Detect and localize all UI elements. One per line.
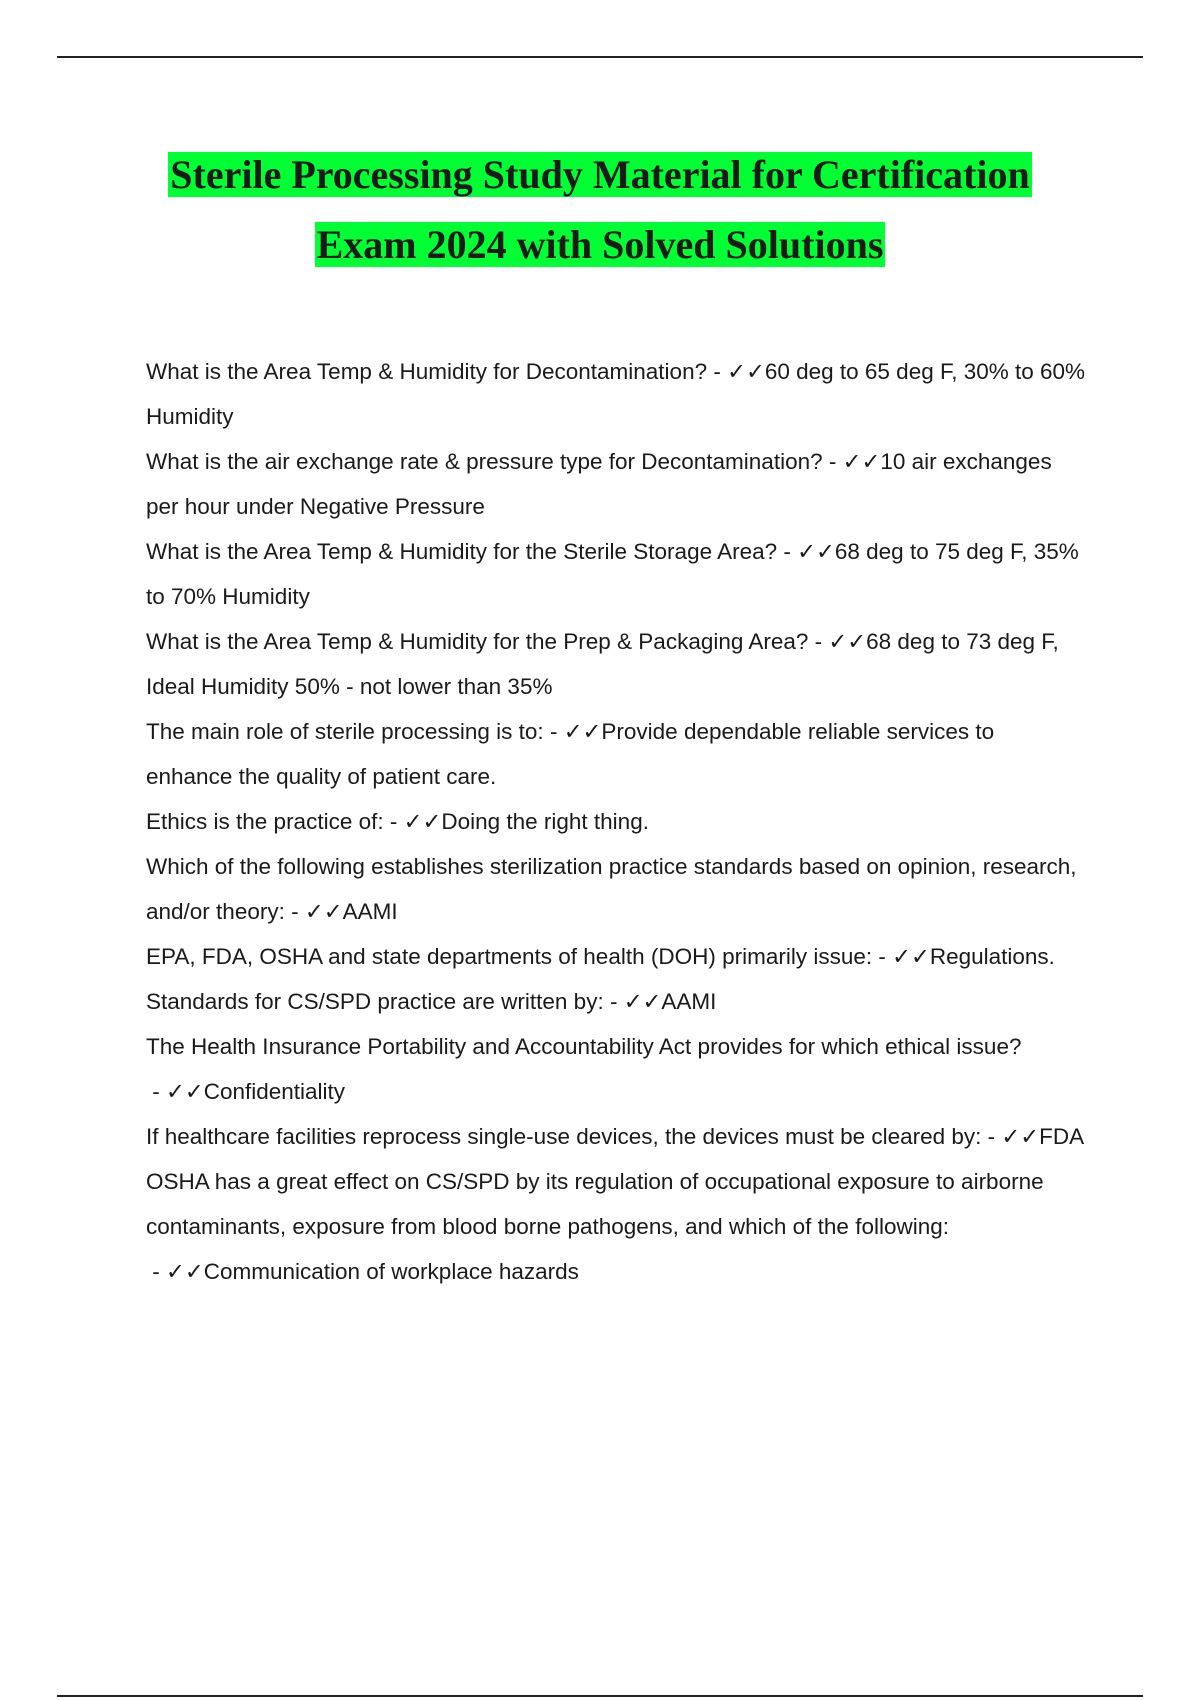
qa-list bbox=[146, 349, 1086, 1294]
answer-text: 68 deg to 73 deg F, Ideal Humidity 50% - not lower than 35% bbox=[146, 629, 1059, 699]
answer-text: 60 deg to 65 deg F, 30% to 60% Humidity bbox=[146, 359, 1086, 429]
question-answer-separator: - bbox=[284, 899, 305, 924]
answer-text: FDA bbox=[1039, 1124, 1085, 1149]
double-check-icon: ✓✓ bbox=[727, 359, 765, 384]
question-text: The Health Insurance Portability and Accountability Act provides for which ethical issue? bbox=[146, 1034, 1022, 1059]
question-answer-separator: - bbox=[603, 989, 624, 1014]
question-answer-separator: - bbox=[707, 359, 728, 384]
double-check-icon: ✓✓ bbox=[1001, 1124, 1040, 1149]
question-answer-separator: - bbox=[777, 539, 798, 564]
answer-text: 68 deg to 75 deg F, 35% to 70% Humidity bbox=[146, 539, 1079, 609]
question-text: OSHA has a great effect on CS/SPD by its regulation of occupational exposure to airborne contaminants, exposure from blood borne pathogens, and which of the following: bbox=[146, 1169, 1044, 1239]
qa-item bbox=[146, 1159, 1086, 1294]
question-text: What is the air exchange rate & pressure type for Decontamination? bbox=[146, 449, 823, 474]
qa-item bbox=[146, 1024, 1086, 1114]
double-check-icon: ✓✓ bbox=[797, 539, 835, 564]
question-answer-separator: - bbox=[872, 944, 893, 969]
question-answer-separator: - bbox=[981, 1124, 1002, 1149]
answer-text: Provide dependable reliable services to enhance the quality of patient care. bbox=[146, 719, 995, 789]
question-answer-separator: - bbox=[808, 629, 829, 654]
qa-item bbox=[146, 619, 1086, 709]
qa-item bbox=[146, 934, 1086, 979]
double-check-icon: ✓✓ bbox=[892, 944, 930, 969]
question-answer-separator: - bbox=[146, 1259, 166, 1284]
question-text: EPA, FDA, OSHA and state departments of health (DOH) primarily issue: bbox=[146, 944, 873, 969]
qa-item bbox=[146, 844, 1086, 934]
question-answer-separator: - bbox=[146, 1079, 166, 1104]
question-answer-separator: - bbox=[383, 809, 404, 834]
answer-text: Communication of workplace hazards bbox=[203, 1259, 579, 1284]
qa-item bbox=[146, 979, 1086, 1024]
title-line-1 bbox=[0, 140, 1200, 210]
double-check-icon: ✓✓ bbox=[166, 1079, 204, 1104]
question-text: If healthcare facilities reprocess single-use devices, the devices must be cleared by: bbox=[146, 1124, 982, 1149]
qa-item bbox=[146, 709, 1086, 799]
qa-item bbox=[146, 439, 1086, 529]
answer-text: AAMI bbox=[661, 989, 717, 1014]
qa-item bbox=[146, 529, 1086, 619]
qa-item bbox=[146, 1114, 1086, 1159]
header-rule bbox=[57, 56, 1143, 58]
footer-rule bbox=[57, 1695, 1143, 1697]
double-check-icon: ✓✓ bbox=[166, 1259, 204, 1284]
title-line-2 bbox=[0, 210, 1200, 280]
double-check-icon: ✓✓ bbox=[403, 809, 442, 834]
question-text: The main role of sterile processing is to: bbox=[146, 719, 544, 744]
question-text: What is the Area Temp & Humidity for the Sterile Storage Area? bbox=[146, 539, 778, 564]
double-check-icon: ✓✓ bbox=[828, 629, 867, 654]
question-text: Which of the following establishes sterilization practice standards based on opinion, research, and/or theory: bbox=[146, 854, 1077, 924]
answer-text: AAMI bbox=[342, 899, 398, 924]
double-check-icon: ✓✓ bbox=[563, 719, 602, 744]
document-title bbox=[0, 140, 1200, 280]
answer-text: 10 air exchanges per hour under Negative Pressure bbox=[146, 449, 1052, 519]
question-text: What is the Area Temp & Humidity for Decontamination? bbox=[146, 359, 708, 384]
answer-text: Regulations. bbox=[929, 944, 1055, 969]
answer-text: Doing the right thing. bbox=[441, 809, 649, 834]
answer-text: Confidentiality bbox=[203, 1079, 346, 1104]
double-check-icon: ✓✓ bbox=[623, 989, 662, 1014]
question-text: Standards for CS/SPD practice are written by: bbox=[146, 989, 604, 1014]
double-check-icon: ✓✓ bbox=[842, 449, 881, 474]
question-answer-separator: - bbox=[822, 449, 843, 474]
title-line-2-text: Exam 2024 with Solved Solutions bbox=[316, 222, 884, 267]
qa-item bbox=[146, 349, 1086, 439]
question-text: What is the Area Temp & Humidity for the Prep & Packaging Area? bbox=[146, 629, 809, 654]
qa-item bbox=[146, 799, 1086, 844]
title-line-1-text: Sterile Processing Study Material for Certification bbox=[170, 152, 1030, 197]
question-text: Ethics is the practice of: bbox=[146, 809, 384, 834]
question-answer-separator: - bbox=[543, 719, 564, 744]
double-check-icon: ✓✓ bbox=[304, 899, 343, 924]
